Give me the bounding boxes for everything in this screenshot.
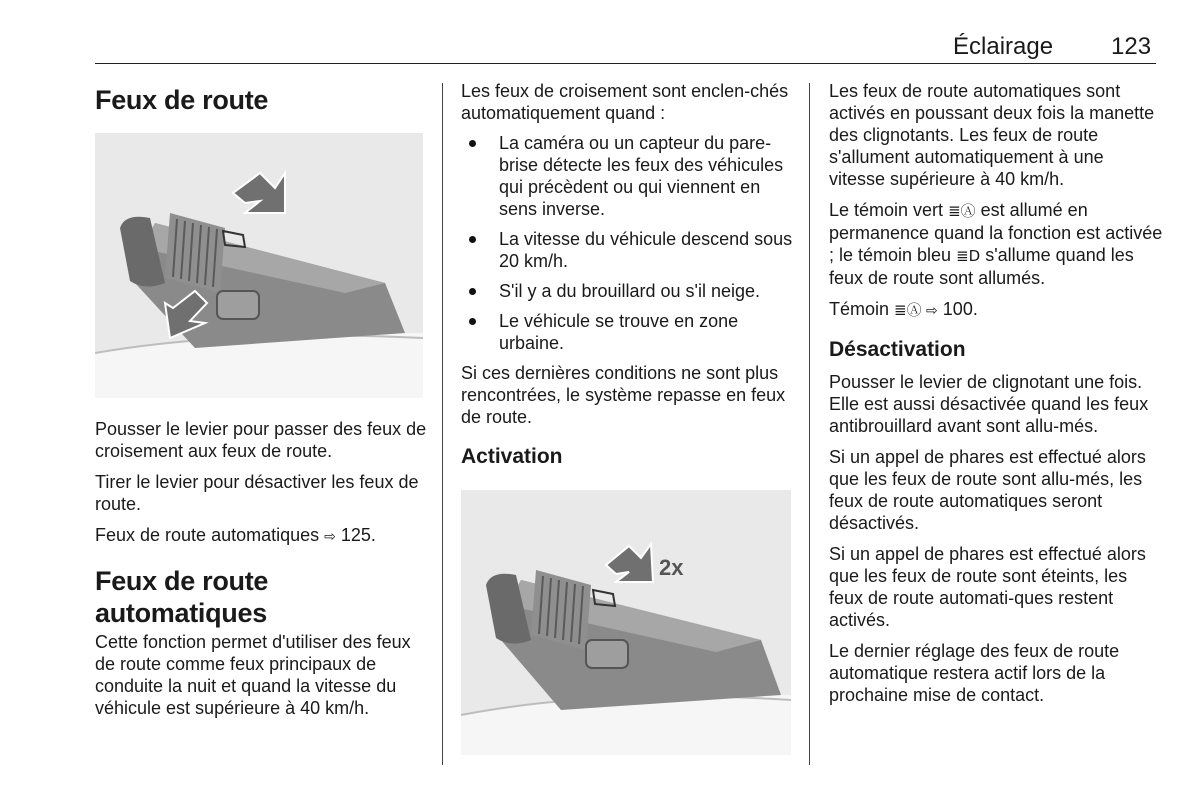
figure-lever-push-pull [95, 133, 423, 398]
heading-feux-de-route: Feux de route [95, 85, 269, 115]
para-indicator-lights [829, 199, 1164, 289]
auto-highbeam-icon: ≣Ⓐ [894, 301, 922, 319]
list-item [461, 280, 796, 302]
para-auto-description: Cette fonction permet d'utiliser des feux de route comme feux principaux de conduite la nuit et quand la vitesse du véhicule est supérieure à 40 km/h. [95, 632, 411, 718]
green-auto-highbeam-icon: ≣Ⓐ [948, 202, 976, 220]
para-auto-ref [95, 524, 430, 548]
heading-feux-de-route-automatiques: Feux de route automatiques [95, 566, 269, 628]
page-reference-icon: ⇨ [921, 303, 938, 319]
para-conditions-end: Si ces dernières conditions ne sont plus rencontrées, le système repasse en feux de route. [461, 363, 786, 427]
bullet-icon [469, 288, 476, 295]
list-item-text: La caméra ou un capteur du pare-brise détecte les feux des véhicules qui précèdent ou qui viennent en sens inverse. [499, 133, 784, 219]
bullet-icon [469, 318, 476, 325]
column-2 [461, 80, 796, 755]
para-auto-ref-page: 125. [335, 525, 376, 545]
lever-push-pull-illustration [95, 133, 423, 398]
para-indicator-text-b: est allumé en permanence quand la fonction est activée ; le témoin bleu [829, 200, 1163, 265]
para-dipped-intro: Les feux de croisement sont enclen‑chés automatiquement quand : [461, 81, 789, 123]
para-auto-ref-text: Feux de route automatiques [95, 525, 325, 545]
para-push-lever: Pousser le levier pour passer des feux de croisement aux feux de route. [95, 419, 427, 461]
header-divider [95, 63, 1156, 64]
para-indicator-ref-page: 100. [937, 299, 978, 319]
page-section-title: Éclairage [953, 33, 1054, 60]
para-indicator-text-a: Le témoin vert [829, 200, 949, 220]
bullet-icon [469, 236, 476, 243]
para-auto-activation: Les feux de route automatiques sont activés en poussant deux fois la manette des clignotants. Les feux de route s'allument automatiquement à une vitesse supérieure à 40 km/h. [829, 81, 1155, 189]
para-flash-high-off: Si un appel de phares est effectué alors que les feux de route sont éteints, les feux de route automati‑ques restent activés. [829, 544, 1146, 630]
list-item-text: Le véhicule se trouve en zone urbaine. [499, 311, 739, 353]
column-1 [95, 80, 430, 728]
para-indicator-ref-text: Témoin [829, 299, 895, 319]
list-item [461, 132, 796, 220]
list-item-text: La vitesse du véhicule descend sous 20 km/h. [499, 229, 793, 271]
para-deactivation-push: Pousser le levier de clignotant une fois. Elle est aussi désactivée quand les feux antibrouillard avant sont allu‑més. [829, 372, 1149, 436]
list-item-text: S'il y a du brouillard ou s'il neige. [499, 281, 761, 301]
blue-highbeam-icon: ≣D [956, 247, 981, 265]
lever-activation-illustration [461, 490, 791, 755]
heading-desactivation: Désactivation [829, 338, 966, 361]
conditions-list [461, 132, 796, 354]
page-number: 123 [1111, 33, 1152, 60]
para-flash-high-on: Si un appel de phares est effectué alors que les feux de route sont allu‑més, les feux de route automatiques seront désactivés. [829, 447, 1146, 533]
heading-activation: Activation [461, 445, 563, 468]
figure-lever-activation [461, 490, 791, 755]
para-pull-lever: Tirer le levier pour désactiver les feux de route. [95, 472, 419, 514]
list-item [461, 228, 796, 272]
para-indicator-text-c: s'allume quand les feux de route sont allumés. [829, 245, 1134, 288]
column-divider-2 [809, 83, 810, 765]
para-last-setting: Le dernier réglage des feux de route automatique restera actif lors de la prochaine mise de contact. [829, 641, 1120, 705]
column-3 [829, 80, 1164, 715]
bullet-icon [469, 140, 476, 147]
page-reference-icon: ⇨ [324, 529, 336, 545]
column-divider-1 [442, 83, 443, 765]
list-item [461, 310, 796, 354]
press-twice-label: 2x [659, 555, 684, 580]
para-indicator-ref [829, 298, 1164, 322]
